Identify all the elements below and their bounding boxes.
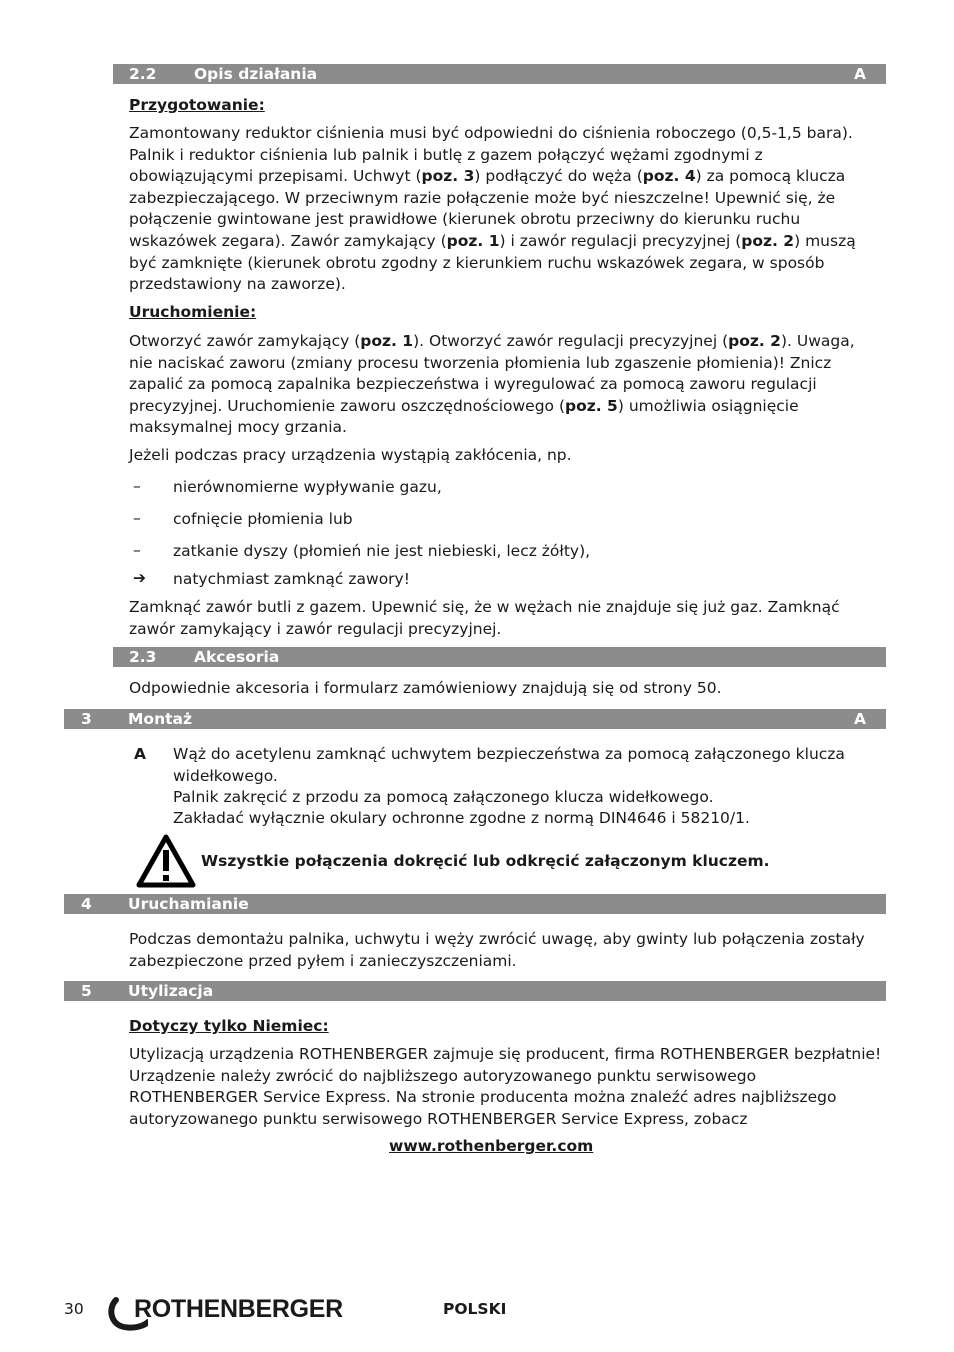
section-header-3: [64, 709, 886, 729]
position-ref: poz. 2: [741, 231, 795, 250]
section-header-5: [64, 981, 886, 1001]
fault-intro: Jeżeli podczas pracy urządzenia wystąpią zakłócenia, np.: [129, 446, 572, 464]
section-title: Opis działania: [194, 65, 318, 83]
subheading-preparation: Przygotowanie:: [129, 96, 265, 114]
section-number: 3: [81, 710, 92, 728]
position-ref: poz. 4: [642, 167, 696, 186]
section-number: 2.3: [129, 648, 157, 666]
assembly-line: Palnik zakręcić z przodu za pomocą załączonego klucza widełkowego.: [173, 788, 714, 806]
section-header-2-3: [113, 647, 886, 667]
startup-section-paragraph: Podczas demontażu palnika, uchwytu i węży zwrócić uwagę, aby gwinty lub połączenia zostały zabezpieczone przed pyłem i zanieczyszczeniami.: [129, 930, 865, 970]
section-number: 2.2: [129, 65, 157, 83]
list-dash: –: [133, 541, 141, 559]
figure-label: A: [134, 745, 146, 763]
position-ref: poz. 2: [728, 332, 781, 350]
arrow-icon: ➔: [133, 569, 146, 587]
position-ref: poz. 1: [446, 231, 500, 250]
list-dash: –: [133, 477, 141, 495]
page-number: 30: [64, 1300, 84, 1318]
section-title: Utylizacja: [128, 982, 214, 1000]
section-title: Montaż: [128, 710, 192, 728]
assembly-line: Wąż do acetylenu zamknąć uchwytem bezpieczeństwa za pomocą załączonego klucza widełkowego.: [173, 745, 845, 785]
section-header-2-2: [113, 64, 886, 84]
startup-paragraph: Otworzyć zawór zamykający (poz. 1). Otworzyć zawór regulacji precyzyjnej (poz. 2). Uwaga, nie naciskać zaworu (zmiany procesu tworzenia płomienia lub zgaszenie płomienia)! Znicz zapalić za pomocą zapalnika bezpieczeństwa i wyregulować za pomocą zaworu regulacji precyzyjnej. Uruchomienie zaworu oszczędnościowego (poz. 5) umożliwia osiągnięcie maksymalnej mocy grzania.: [129, 332, 855, 437]
accessories-paragraph: Odpowiednie akcesoria i formularz zamówieniowy znajdują się od strony 50.: [129, 679, 722, 697]
section-header-4: [64, 894, 886, 914]
position-ref: poz. 5: [565, 396, 618, 415]
list-item: zatkanie dyszy (płomień nie jest niebieski, lecz żółty),: [173, 542, 591, 560]
brand-logo: [108, 1294, 348, 1334]
assembly-line: Zakładać wyłącznie okulary ochronne zgodne z normą DIN4646 i 58210/1.: [173, 809, 750, 827]
disposal-paragraph: Utylizacją urządzenia ROTHENBERGER zajmuje się producent, firma ROTHENBERGER bezpłatnie! Urządzenie należy zwrócić do najbliższego autoryzowanego punktu serwisowego ROTHENBERGER Service Express. Na stronie producenta można znaleźć adres najbliższego autoryzowanego punktu serwisowego ROTHENBERGER Service Express, zobacz: [129, 1045, 882, 1128]
section-title: Uruchamianie: [128, 895, 249, 913]
position-ref: poz. 1: [360, 332, 414, 350]
section-tag: A: [854, 65, 866, 83]
preparation-paragraph: Zamontowany reduktor ciśnienia musi być odpowiedni do ciśnienia roboczego (0,5-1,5 bara). Palnik i reduktor ciśnienia lub palnik i butlę z gazem połączyć wężami zgodnymi z obowiązującymi przepisami. Uchwyt (poz. 3) podłączyć do węża (poz. 4) za pomocą klucza zabezpieczającego. W przeciwnym razie połączenie może być nieszczelne! Upewnić się, że połączenie gwintowane jest prawidłowe (kierunek obrotu przeciwny do kierunku ruchu wskazówek zegara). Zawór zamykający (poz. 1) i zawór regulacji precyzyjnej (poz. 2) muszą być zamknięte (kierunek obrotu zgodny z kierunkiem ruchu wskazówek zegara, w sposób przedstawiony na zaworze).: [129, 124, 856, 294]
website-link[interactable]: www.rothenberger.com: [389, 1137, 594, 1155]
action-item: natychmiast zamknąć zawory!: [173, 570, 410, 588]
list-item: nierównomierne wypływanie gazu,: [173, 478, 442, 496]
closing-paragraph: Zamknąć zawór butli z gazem. Upewnić się, że w wężach nie znajduje się już gaz. Zamknąć zawór zamykający i zawór regulacji precyzyjnej.: [129, 598, 840, 638]
section-tag: A: [854, 710, 866, 728]
list-dash: –: [133, 509, 141, 527]
language-label: POLSKI: [443, 1300, 507, 1318]
position-ref: poz. 3: [421, 167, 475, 186]
section-number: 4: [81, 895, 92, 913]
list-item: cofnięcie płomienia lub: [173, 510, 353, 528]
section-title: Akcesoria: [194, 648, 280, 666]
warning-text: Wszystkie połączenia dokręcić lub odkręcić załączonym kluczem.: [201, 852, 770, 870]
subheading-startup: Uruchomienie:: [129, 303, 257, 321]
subheading-germany: Dotyczy tylko Niemiec:: [129, 1017, 329, 1035]
brand-name: ROTHENBERGER: [134, 1295, 343, 1323]
warning-triangle-icon: [136, 834, 196, 888]
section-number: 5: [81, 982, 92, 1000]
